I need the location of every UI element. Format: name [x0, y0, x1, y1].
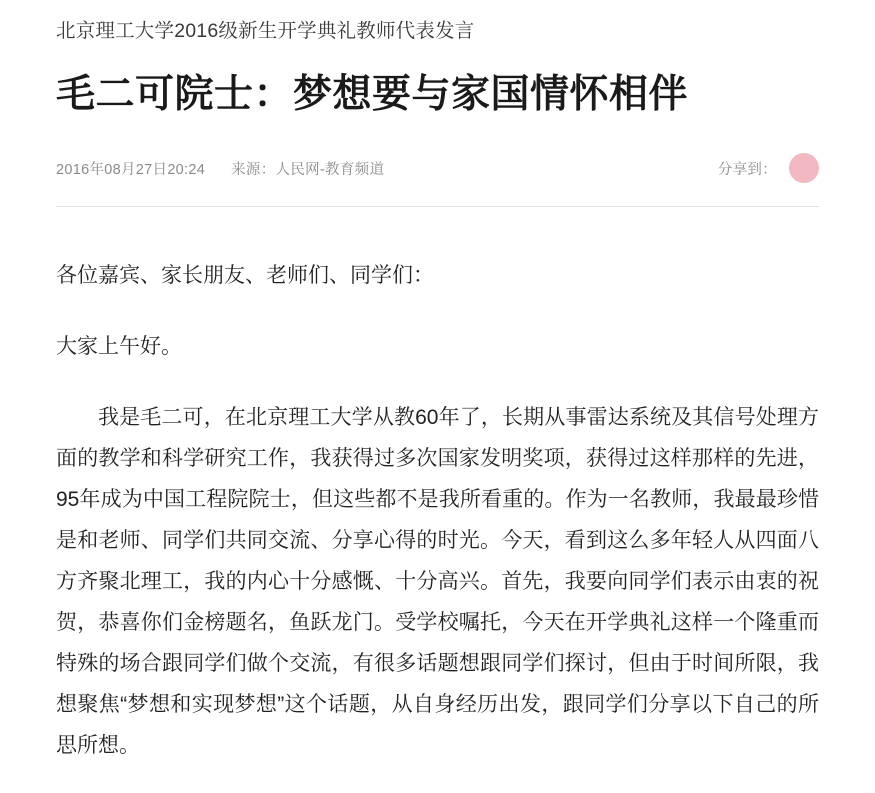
share-label: 分享到：	[717, 161, 777, 178]
article-body	[0, 207, 875, 766]
article-kicker: 北京理工大学2016级新生开学典礼教师代表发言	[56, 20, 475, 42]
paragraph-salutation: 各位嘉宾、家长朋友、老师们、同学们：	[56, 264, 434, 288]
article-meta	[56, 156, 819, 180]
share-icon-list	[785, 153, 819, 183]
share-bubble-icon[interactable]	[789, 153, 819, 183]
article-source	[231, 158, 384, 179]
paragraph-body-1: 我是毛二可，在北京理工大学从教60年了，长期从事雷达系统及其信号处理方面的教学和科学研究工作，我获得过多次国家发明奖项，获得过这样那样的先进，95年成为中国工程院院士，但这些都不是我所看重的。作为一名教师，我最最珍惜是和老师、同学们共同交流、分享心得的时光。今天，看到这么多年轻人从四面八方齐聚北理工，我的内心十分感慨、十分高兴。首先，我要向同学们表示由衷的祝贺，恭喜你们金榜题名，鱼跃龙门。受学校嘱托，今天在开学典礼这样一个隆重而特殊的场合跟同学们做个交流，有很多话题想跟同学们探讨，但由于时间所限，我想聚焦“梦想和实现梦想”这个话题，从自身经历出发，跟同学们分享以下自己的所思所想。	[56, 406, 819, 758]
page-title: 毛二可院士：梦想要与家国情怀相伴	[56, 73, 689, 117]
source-label: 来源：	[231, 161, 276, 178]
article-header	[0, 0, 875, 180]
paragraph-greeting: 大家上午好。	[56, 335, 182, 359]
source-name[interactable]: 人民网-教育频道	[275, 161, 385, 178]
publish-timestamp: 2016年08月27日20:24	[56, 161, 206, 178]
share-zone	[718, 156, 819, 180]
